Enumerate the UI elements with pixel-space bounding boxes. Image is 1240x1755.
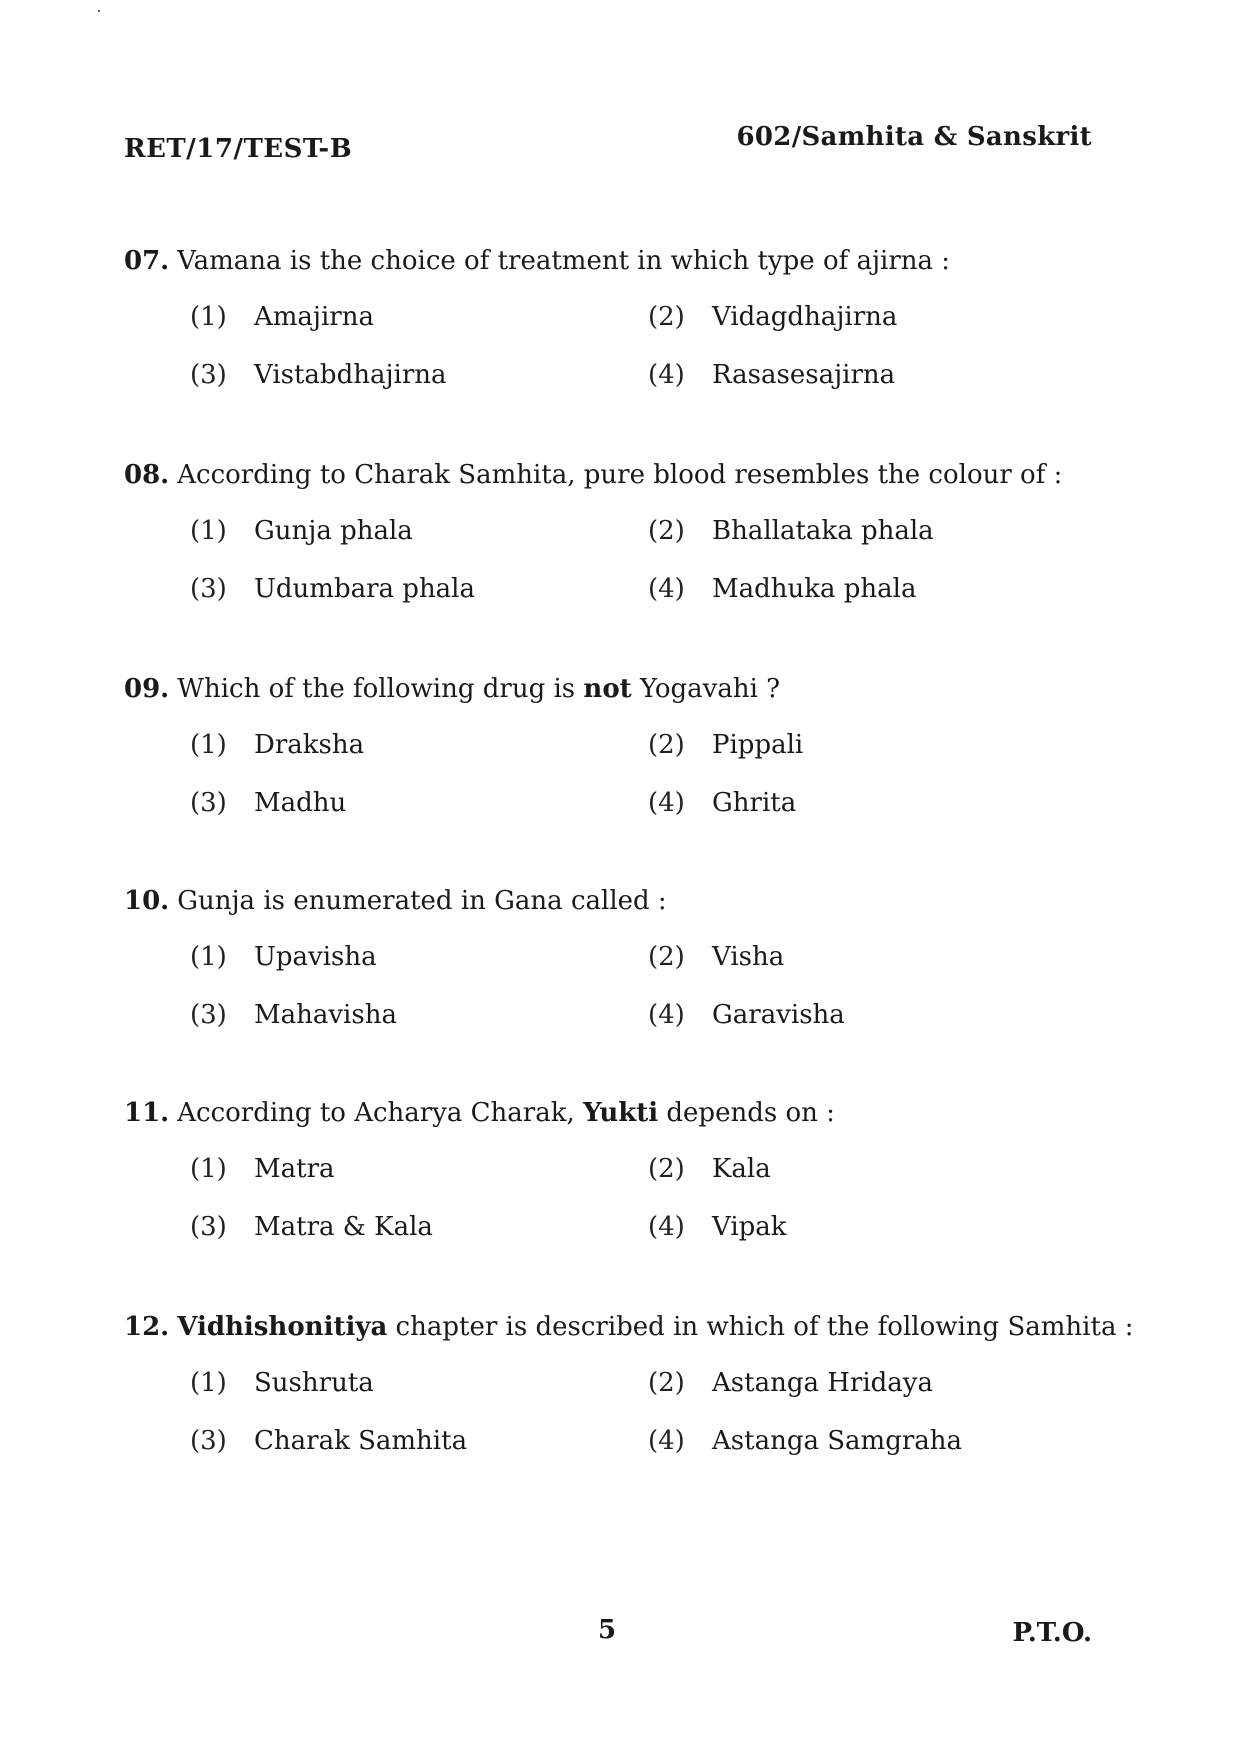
options-grid (124, 1152, 1124, 1262)
option-1: (1) Upavisha (190, 942, 377, 972)
option-1: (1) Amajirna (190, 302, 374, 332)
question-number: 08. (124, 460, 170, 490)
option-4: (4) Garavisha (648, 1000, 845, 1030)
option-1: (1) Gunja phala (190, 516, 413, 546)
page-number: 5 (598, 1615, 617, 1645)
option-3: (3) Matra & Kala (190, 1212, 433, 1242)
question-text-emphasis: not (583, 674, 632, 704)
please-turn-over: P.T.O. (1012, 1618, 1092, 1648)
options-grid (124, 728, 1124, 838)
option-2: (2) Astanga Hridaya (648, 1368, 933, 1398)
question-stem (124, 458, 1124, 492)
question-text-emphasis: Vidhishonitiya (177, 1312, 388, 1342)
question-stem (124, 1096, 1124, 1130)
option-4: (4) Vipak (648, 1212, 787, 1242)
option-2: (2) Bhallataka phala (648, 516, 934, 546)
question-12 (124, 1310, 1134, 1476)
options-grid (124, 514, 1124, 624)
question-stem (124, 884, 1124, 918)
option-4: (4) Astanga Samgraha (648, 1426, 963, 1456)
option-3: (3) Udumbara phala (190, 574, 475, 604)
question-08 (124, 458, 1124, 624)
question-07 (124, 244, 1124, 410)
option-3: (3) Charak Samhita (190, 1426, 468, 1456)
option-3: (3) Mahavisha (190, 1000, 397, 1030)
option-2: (2) Vidagdhajirna (648, 302, 898, 332)
option-1: (1) Matra (190, 1154, 335, 1184)
option-4: (4) Rasasesajirna (648, 360, 896, 390)
question-text: According to Charak Samhita, pure blood resembles the colour of : (177, 460, 1063, 490)
subject-title: 602/Samhita & Sanskrit (736, 122, 1092, 152)
option-2: (2) Visha (648, 942, 785, 972)
option-2: (2) Pippali (648, 730, 804, 760)
question-text-after: chapter is described in which of the following Samhita : (387, 1312, 1134, 1342)
question-stem (124, 1310, 1134, 1344)
question-number: 09. (124, 674, 170, 704)
question-text-emphasis: Yukti (583, 1098, 659, 1128)
options-grid (124, 1366, 1124, 1476)
question-number: 10. (124, 886, 170, 916)
paper-code: RET/17/TEST-B (124, 134, 353, 164)
question-text-before: Which of the following drug is (177, 674, 584, 704)
question-text: Vamana is the choice of treatment in which type of ajirna : (177, 246, 951, 276)
option-4: (4) Ghrita (648, 788, 797, 818)
question-text-before: According to Acharya Charak, (177, 1098, 584, 1128)
question-11 (124, 1096, 1124, 1262)
option-1: (1) Draksha (190, 730, 365, 760)
option-3: (3) Madhu (190, 788, 347, 818)
question-number: 12. (124, 1312, 170, 1342)
option-4: (4) Madhuka phala (648, 574, 917, 604)
option-1: (1) Sushruta (190, 1368, 374, 1398)
option-3: (3) Vistabdhajirna (190, 360, 447, 390)
question-number: 11. (124, 1098, 170, 1128)
question-stem (124, 244, 1124, 278)
options-grid (124, 300, 1124, 410)
question-10 (124, 884, 1124, 1050)
scan-speck (98, 10, 100, 12)
question-text: Gunja is enumerated in Gana called : (177, 886, 667, 916)
question-stem (124, 672, 1124, 706)
question-09 (124, 672, 1124, 838)
question-text-after: Yogavahi ? (631, 674, 781, 704)
option-2: (2) Kala (648, 1154, 771, 1184)
options-grid (124, 940, 1124, 1050)
question-number: 07. (124, 246, 170, 276)
question-text-after: depends on : (658, 1098, 835, 1128)
